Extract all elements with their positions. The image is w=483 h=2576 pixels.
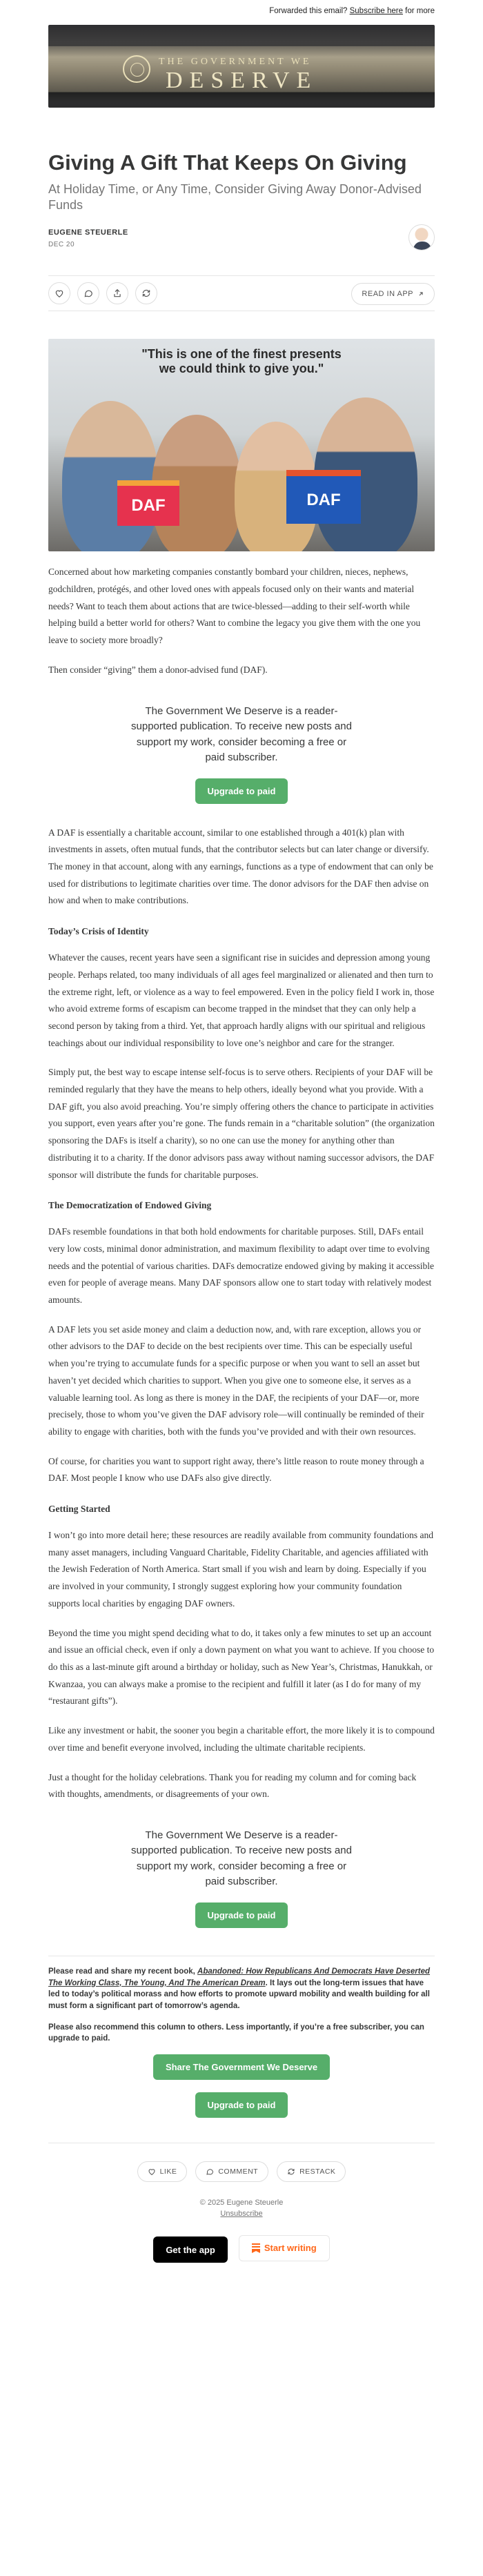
footer-like-label: LIKE bbox=[159, 2167, 177, 2176]
subscribe-widget-1 bbox=[48, 704, 435, 804]
start-writing-button[interactable] bbox=[239, 2235, 330, 2261]
gift-box-left bbox=[117, 480, 179, 526]
book-note bbox=[48, 1966, 435, 2012]
paragraph-6: DAFs resemble foundations in that both hold endowments for charitable purposes. Still, DAFs entail very low costs, minimal donor administration, and maximum flexibility to adapt over time to evolving needs and the potential of various charities. DAFs democratize endowed giving by making it accessible even for people of average means. Many DAF sponsors allow one to start today with relatively modest amounts. bbox=[48, 1226, 434, 1306]
paragraph-3: A DAF is essentially a charitable account, similar to one established through a 401(k) plan with investments in assets, often mutual funds, that the contributor selects but can later change or diversify. The money in that account, along with any earnings, functions as a type of endowment that can only be used for distributions to legitimate charities over time. The donor advisors for the DAF then advise on how and when to make contributions. bbox=[48, 827, 433, 906]
get-app-button[interactable] bbox=[153, 2236, 228, 2263]
hero-quote-line2: we could think to give you." bbox=[159, 362, 324, 376]
gift-left-label: DAF bbox=[131, 496, 166, 515]
paragraph-7: A DAF lets you set aside money and claim a deduction now, and, with rare exception, allows you or other advisors to the DAF to decide on the best recipients over time. This can be especially useful when you’re trying to accumulate funds for a specific purpose or when you want to sell an asset but haven’t yet decided which charities to support. When you give one to someone else, it serves as a valuable learning tool. As long as there is money in the DAF, the recipients of your DAF—or, more precisely, those to whom you’ve given the DAF advisory role—will continually be reminded of their ability to engage with charities, both with the funds you’ve provided and with their own resources. bbox=[48, 1324, 424, 1437]
paragraph-10: Beyond the time you might spend deciding what to do, it takes only a few minutes to set up an account and issue an official check, even if only a down payment on what you want to achieve. If you choose to do this as a last-minute gift around a birthday or holiday, such as New Year’s, Christmas, Hanukkah, or Kwanzaa, you can always make a promise to the recipient and fulfill it later (as I do for many of my “restaurant gifts”). bbox=[48, 1627, 435, 1707]
restack-icon bbox=[141, 288, 151, 298]
seal-icon bbox=[123, 55, 150, 83]
paragraph-11: Like any investment or habit, the sooner you begin a charitable effort, the more likely it is to compound over time and benefit everyone involved, including the ultimate charitable recipients. bbox=[48, 1725, 435, 1753]
forward-suffix: for more bbox=[405, 7, 435, 15]
upgrade-button-2[interactable]: Upgrade to paid bbox=[195, 1902, 288, 1928]
author-row bbox=[48, 228, 435, 267]
paragraph-9: I won’t go into more detail here; these resources are readily available from community foundations and many asset managers, including Vanguard Charitable, Fidelity Charitable, and agencies affiliated with the Jewish Federation of North America. Start small if you wish and learn by doing. Especially if you are involved in your community, I strongly suggest exploring how your community foundation supports local charities by engaging DAF owners. bbox=[48, 1530, 433, 1609]
like-button[interactable] bbox=[48, 282, 70, 304]
comment-icon bbox=[206, 2167, 214, 2176]
upgrade-button-1[interactable]: Upgrade to paid bbox=[195, 778, 288, 804]
recommend-note: Please also recommend this column to others. Less importantly, if you’re a free subscriber, you can upgrade to paid. bbox=[48, 2023, 424, 2043]
footer-restack-label: RESTACK bbox=[299, 2167, 336, 2176]
subscribe-link[interactable]: Subscribe here bbox=[349, 7, 403, 15]
action-bar bbox=[48, 275, 435, 311]
subscribe-text-2: The Government We Deserve is a reader-supported publication. To receive new posts and support my work, consider becoming a free or paid subscriber. bbox=[131, 1829, 352, 1888]
person-1 bbox=[62, 401, 159, 551]
forward-notice bbox=[48, 0, 435, 19]
hero-quote-line1: "This is one of the finest presents bbox=[141, 347, 342, 362]
read-in-app-label: READ IN APP bbox=[362, 290, 413, 299]
arrow-up-right-icon bbox=[417, 291, 424, 297]
copyright-text: © 2025 Eugene Steuerle bbox=[199, 2198, 284, 2207]
subscribe-text-1: The Government We Deserve is a reader-supported publication. To receive new posts and support my work, consider becoming a free or paid subscriber. bbox=[131, 705, 352, 764]
footer-buttons bbox=[48, 2045, 435, 2118]
avatar[interactable] bbox=[408, 224, 435, 250]
comment-button[interactable] bbox=[77, 282, 99, 304]
heart-icon bbox=[55, 288, 64, 298]
email-container bbox=[48, 0, 435, 2283]
upgrade-button-3[interactable]: Upgrade to paid bbox=[195, 2092, 288, 2118]
hero-image[interactable] bbox=[48, 339, 435, 551]
hero-quote bbox=[48, 347, 435, 375]
author-name[interactable]: EUGENE STEUERLE bbox=[48, 228, 128, 237]
substack-logo-icon bbox=[252, 2243, 260, 2253]
book-link[interactable]: Abandoned: How Republicans And Democrats Have Deserted The Working Class, The Young, And The American Dream bbox=[48, 1967, 431, 1987]
restack-button[interactable] bbox=[135, 282, 157, 304]
subscribe-widget-2 bbox=[48, 1828, 435, 1928]
comment-icon bbox=[83, 288, 93, 298]
gift-right-label: DAF bbox=[306, 490, 341, 509]
book-prefix: Please read and share my recent book, bbox=[48, 1967, 198, 1976]
copyright-block bbox=[48, 2197, 435, 2220]
heart-icon bbox=[148, 2167, 156, 2176]
restack-icon bbox=[287, 2167, 295, 2176]
heading-democratization: The Democratization of Endowed Giving bbox=[48, 1200, 212, 1211]
get-app-label: Get the app bbox=[166, 2244, 215, 2255]
share-publication-button[interactable]: Share The Government We Deserve bbox=[153, 2054, 330, 2080]
paragraph-12: Just a thought for the holiday celebrations. Thank you for reading my column and for coming back with thoughts, amendments, or disagreements of your own. bbox=[48, 1771, 417, 1800]
post-date: DEC 20 bbox=[48, 241, 75, 249]
unsubscribe-link[interactable]: Unsubscribe bbox=[220, 2210, 263, 2219]
publication-banner[interactable] bbox=[48, 25, 435, 108]
share-icon bbox=[112, 288, 122, 298]
banner-line2: DESERVE bbox=[166, 68, 318, 93]
paragraph-1: Concerned about how marketing companies constantly bombard your children, nieces, nephews, godchildren, protégés, and other loved ones with appeals focused only on their wants and material needs? Want to teach them about actions that are twice-blessed—adding to their self-worth while helping build a better world for others? Want to combine the legacy you give them with the one you leave to society more broadly? bbox=[48, 567, 421, 646]
paragraph-5: Simply put, the best way to escape intense self-focus is to serve others. Recipients of your DAF will be reminded regularly that they have the means to help others, ideally beyond what you provide. With a DAF gift, you also avoid preaching. You’re simply offering others the chance to participate in activities you support, even years after you’re gone. The funds remain in a “charitable solution” (the organization sponsoring the DAFs is itself a charity), so no one can use the money for anything other than distributing it to a charity. If the donor advisors pass away without naming successor advisors, the DAF sponsor will distribute the funds for charitable purposes. bbox=[48, 1067, 435, 1180]
heading-crisis: Today’s Crisis of Identity bbox=[48, 926, 149, 937]
book-suffix: . It lays out the long-term issues that have led to today’s political morass and how efforts to promote upward mobility and wealth building for all must form a significant part of tomorrow’s agenda. bbox=[48, 1978, 430, 2010]
paragraph-4: Whatever the causes, recent years have seen a significant rise in suicides and depression among young people. Perhaps related, too many individuals of all ages feel marginalized or alienated and then turn to the extreme right, left, or violence as a way to feel empowered. Even in the policy field I work in, those who avoid extreme forms of escapism can become trapped in the mindset that they can only help a second person by taking from a third. Yet, that approach hardly aligns with our spiritual and religious teachings about our individual responsibility to love one’s neighbor and care for the stranger. bbox=[48, 952, 435, 1048]
footer-comment-label: COMMENT bbox=[218, 2167, 259, 2176]
paragraph-2: Then consider “giving” them a donor-advised fund (DAF). bbox=[48, 664, 268, 675]
app-cta-row bbox=[48, 2235, 435, 2284]
forward-text: Forwarded this email? bbox=[269, 7, 348, 15]
footer-restack-button[interactable] bbox=[277, 2161, 346, 2182]
gift-box-right bbox=[286, 470, 361, 524]
banner-line1: THE GOVERNMENT WE bbox=[159, 57, 312, 67]
read-in-app-button[interactable] bbox=[351, 283, 435, 305]
reaction-bar bbox=[48, 2161, 435, 2182]
post-title[interactable]: Giving A Gift That Keeps On Giving bbox=[48, 150, 407, 175]
share-button[interactable] bbox=[106, 282, 128, 304]
post-footer-notes bbox=[48, 1966, 435, 2045]
footer-comment-button[interactable] bbox=[195, 2161, 268, 2182]
start-writing-label: Start writing bbox=[264, 2243, 317, 2254]
post-body bbox=[48, 564, 435, 1928]
footer-like-button[interactable] bbox=[137, 2161, 188, 2182]
post-subtitle: At Holiday Time, or Any Time, Consider Giving Away Donor-Advised Funds bbox=[48, 181, 422, 212]
heading-getting-started: Getting Started bbox=[48, 1504, 110, 1515]
paragraph-8: Of course, for charities you want to support right away, there’s little reason to route money through a DAF. Most people I know who use DAFs also give directly. bbox=[48, 1455, 424, 1484]
